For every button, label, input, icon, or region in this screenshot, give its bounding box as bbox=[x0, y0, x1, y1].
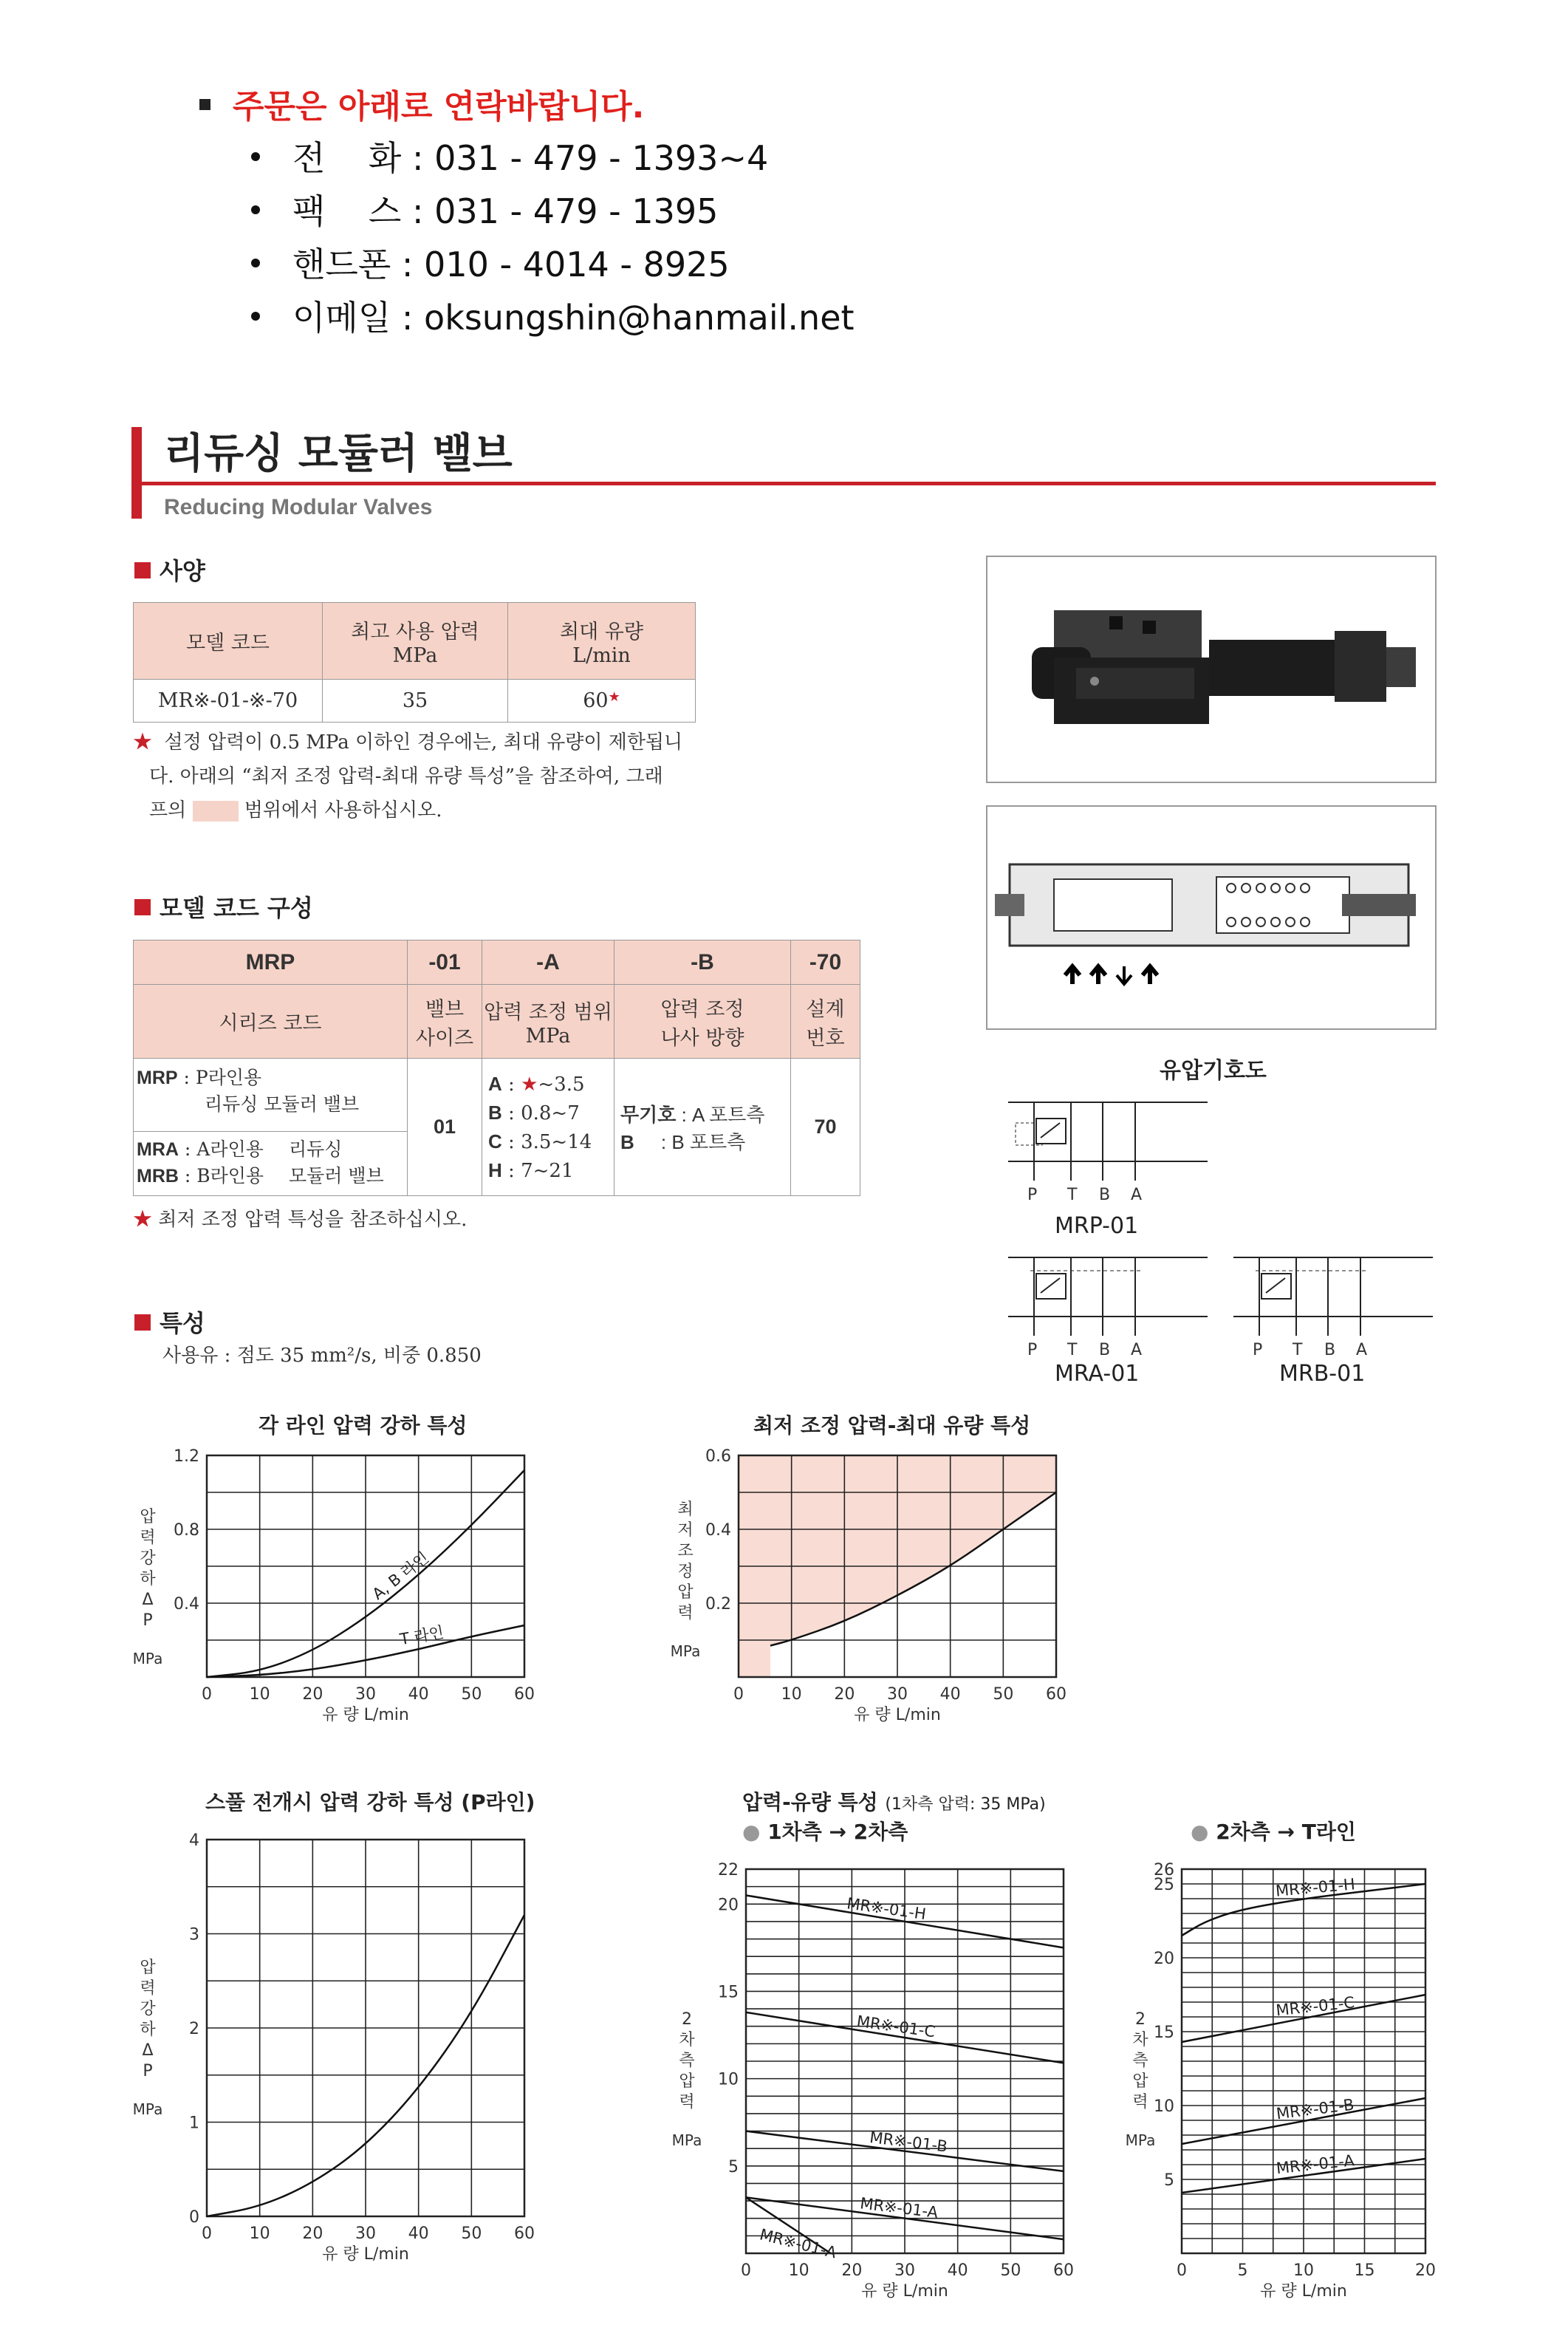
cross-section-illustration bbox=[987, 807, 1435, 1028]
svg-text:P: P bbox=[1253, 1341, 1263, 1359]
y-axis-title-char: 력 bbox=[679, 2093, 695, 2111]
svg-text:P: P bbox=[1027, 1186, 1038, 1204]
x-tick-label: 10 bbox=[249, 2224, 270, 2243]
series-label: MR※-01-A bbox=[758, 2225, 838, 2262]
chart-pressure-flow-2-t bbox=[1123, 1862, 1448, 2335]
x-tick-label: 50 bbox=[1000, 2261, 1021, 2280]
x-tick-label: 5 bbox=[1237, 2261, 1248, 2280]
star-icon: ★ bbox=[133, 731, 153, 754]
series-label: MR※-01-B bbox=[869, 2128, 949, 2156]
spec-cell-flow: 60★ bbox=[508, 680, 696, 723]
section-square-icon bbox=[134, 562, 151, 578]
spec-header-pressure: 최고 사용 압력 MPa bbox=[323, 603, 508, 680]
x-tick-label: 60 bbox=[514, 2224, 535, 2243]
y-tick-label: 22 bbox=[718, 1862, 739, 1879]
y-axis-unit: MPa bbox=[1125, 2131, 1156, 2149]
y-axis-title-char: Δ bbox=[142, 2041, 154, 2060]
y-axis-title-char: 압 bbox=[679, 2072, 695, 2091]
model-code-row: MRP -01 -A -B -70 bbox=[134, 940, 860, 985]
x-tick-label: 0 bbox=[202, 1685, 212, 1704]
y-axis-title-char: 압 bbox=[140, 1959, 156, 1977]
section-spec: 사양 bbox=[134, 553, 205, 587]
section-square-icon bbox=[134, 1314, 151, 1331]
svg-text:A: A bbox=[1356, 1341, 1368, 1359]
y-axis-title-char: P bbox=[143, 2062, 153, 2080]
y-axis-title-char: 압 bbox=[1132, 2072, 1148, 2091]
series-label: MR※-01-C bbox=[855, 2012, 937, 2041]
x-tick-label: 60 bbox=[1053, 2261, 1074, 2280]
valve-photo-illustration bbox=[987, 557, 1435, 782]
y-tick-label: 1.2 bbox=[174, 1448, 199, 1466]
y-axis-title-char: 저 bbox=[677, 1521, 694, 1540]
title-divider bbox=[142, 482, 1436, 485]
x-tick-label: 0 bbox=[1177, 2261, 1187, 2280]
x-tick-label: 20 bbox=[1415, 2261, 1436, 2280]
y-axis-title-char: 력 bbox=[677, 1604, 694, 1622]
contact-fax: 팩 스 : 031 - 479 - 1395 bbox=[251, 185, 718, 233]
y-axis-unit: MPa bbox=[670, 1642, 701, 1660]
chart-title-1: 각 라인 압력 강하 특성 bbox=[259, 1413, 468, 1438]
title-accent-bar bbox=[131, 427, 142, 519]
y-tick-label: 4 bbox=[189, 1832, 199, 1850]
bullet-dot-icon bbox=[251, 205, 260, 214]
section-model-code: 모델 코드 구성 bbox=[134, 889, 313, 923]
y-tick-label: 5 bbox=[728, 2157, 739, 2176]
star-icon: ★ bbox=[608, 689, 620, 705]
y-tick-label: 0.4 bbox=[705, 1521, 731, 1540]
chart-title-3: 스풀 전개시 압력 강하 특성 (P라인) bbox=[205, 1790, 535, 1814]
symbol-mrp bbox=[1001, 1101, 1215, 1204]
y-axis-title-char: 압 bbox=[140, 1508, 156, 1526]
y-axis-title-char: 압 bbox=[677, 1583, 694, 1602]
y-axis-title-char: 차 bbox=[1132, 2031, 1148, 2049]
series-label: MR※-01-A bbox=[1275, 2151, 1355, 2178]
series-label: T 라인 bbox=[398, 1623, 445, 1649]
y-tick-label: 15 bbox=[1154, 2024, 1174, 2042]
y-axis-title-char: 강 bbox=[140, 2000, 156, 2018]
x-axis-title: 유 량 L/min bbox=[1260, 2282, 1347, 2301]
y-tick-label: 20 bbox=[1154, 1950, 1174, 1968]
svg-text:T: T bbox=[1293, 1341, 1303, 1359]
valve-cross-section bbox=[986, 805, 1437, 1030]
y-tick-label: 10 bbox=[718, 2070, 739, 2089]
star-icon: ★ bbox=[133, 1209, 153, 1231]
spec-cell-model: MR※-01-※-70 bbox=[134, 680, 323, 723]
chart-panel-4: ● 1차측 → 2차측 bbox=[742, 1820, 908, 1844]
symbol-name-mrp: MRP-01 bbox=[1055, 1213, 1139, 1239]
svg-text:B: B bbox=[1324, 1341, 1336, 1359]
x-tick-label: 0 bbox=[202, 2224, 212, 2243]
x-tick-label: 10 bbox=[1293, 2261, 1314, 2280]
spec-header-flow: 최대 유량 L/min bbox=[508, 603, 696, 680]
legend-range-swatch bbox=[193, 801, 239, 822]
bullet-circle-icon: ● bbox=[1191, 1820, 1209, 1844]
bullet-dot-icon bbox=[251, 312, 260, 321]
y-axis-title-char: 측 bbox=[1132, 2052, 1148, 2070]
svg-text:B: B bbox=[1099, 1186, 1111, 1204]
spec-header-row bbox=[134, 603, 696, 680]
y-axis-title-char: 하 bbox=[140, 2021, 156, 2039]
model-label-row: 시리즈 코드 밸브 사이즈 압력 조정 범위 MPa 압력 조정 나사 방향 설계 번호 bbox=[134, 985, 860, 1059]
y-tick-label: 0 bbox=[189, 2208, 199, 2227]
x-tick-label: 30 bbox=[355, 1685, 376, 1704]
chart-min-pressure-max-flow bbox=[657, 1448, 1086, 1744]
y-tick-label: 5 bbox=[1164, 2171, 1174, 2190]
symbol-title: 유압기호도 bbox=[1160, 1058, 1267, 1084]
x-tick-label: 50 bbox=[461, 1685, 482, 1704]
chart-panel-5: ● 2차측 → T라인 bbox=[1191, 1820, 1356, 1844]
section-square-icon bbox=[134, 899, 151, 915]
svg-text:P: P bbox=[1027, 1341, 1038, 1359]
x-axis-title: 유 량 L/min bbox=[322, 1706, 409, 1724]
svg-text:T: T bbox=[1067, 1341, 1078, 1359]
symbol-name-mrb: MRB-01 bbox=[1279, 1361, 1366, 1387]
x-tick-label: 20 bbox=[302, 1685, 323, 1704]
y-tick-label: 0.6 bbox=[705, 1448, 731, 1466]
contact-email[interactable]: 이메일 : oksungshin@hanmail.net bbox=[251, 291, 855, 340]
x-tick-label: 60 bbox=[1046, 1685, 1067, 1704]
y-axis-title-char: 력 bbox=[140, 1979, 156, 1998]
order-contact-heading: 주문은 아래로 연락바랍니다. bbox=[199, 80, 644, 127]
x-tick-label: 20 bbox=[302, 2224, 323, 2243]
y-axis-title-char: 2 bbox=[682, 2010, 692, 2029]
series-label: MR※-01-A bbox=[859, 2194, 939, 2222]
x-tick-label: 0 bbox=[733, 1685, 744, 1704]
y-axis-title-char: 최 bbox=[677, 1500, 694, 1519]
symbol-name-mra: MRA-01 bbox=[1055, 1361, 1140, 1387]
y-axis-title-char: 강 bbox=[140, 1549, 156, 1568]
symbol-mra bbox=[1001, 1256, 1215, 1359]
y-axis-title-char: 력 bbox=[1132, 2093, 1148, 2111]
y-tick-label: 26 bbox=[1154, 1862, 1174, 1879]
y-axis-title-char: 정 bbox=[677, 1563, 694, 1581]
y-tick-label: 20 bbox=[718, 1896, 739, 1915]
x-tick-label: 40 bbox=[939, 1685, 961, 1704]
y-tick-label: 0.8 bbox=[174, 1521, 199, 1540]
series-label: MR※-01-B bbox=[1275, 2095, 1355, 2123]
x-tick-label: 20 bbox=[841, 2261, 863, 2280]
y-tick-label: 2 bbox=[189, 2020, 199, 2038]
y-tick-label: 15 bbox=[718, 1983, 739, 2002]
bullet-dot-icon bbox=[251, 259, 260, 267]
x-tick-label: 40 bbox=[408, 2224, 429, 2243]
x-tick-label: 60 bbox=[514, 1685, 535, 1704]
svg-text:A: A bbox=[1131, 1186, 1143, 1204]
chart-spool-pressure-drop bbox=[126, 1832, 554, 2275]
x-tick-label: 50 bbox=[993, 1685, 1014, 1704]
section-characteristics: 특성 bbox=[134, 1305, 205, 1339]
svg-text:A: A bbox=[1131, 1341, 1143, 1359]
svg-text:T: T bbox=[1067, 1186, 1078, 1204]
y-axis-title-char: 력 bbox=[140, 1529, 156, 1547]
oil-condition: 사용유 : 점도 35 mm²/s, 비중 0.850 bbox=[162, 1345, 482, 1367]
contact-phone: 전 화 : 031 - 479 - 1393~4 bbox=[251, 132, 768, 180]
x-axis-title: 유 량 L/min bbox=[861, 2282, 948, 2301]
x-tick-label: 40 bbox=[947, 2261, 968, 2280]
chart-title-2: 최저 조정 압력-최대 유량 특성 bbox=[753, 1413, 1031, 1438]
contact-mobile: 핸드폰 : 010 - 4014 - 8925 bbox=[251, 238, 730, 287]
x-axis-title: 유 량 L/min bbox=[322, 2245, 409, 2264]
spec-header-model: 모델 코드 bbox=[134, 603, 323, 680]
model-code-table bbox=[133, 940, 860, 1196]
x-tick-label: 40 bbox=[408, 1685, 429, 1704]
chart-line-pressure-drop bbox=[126, 1448, 554, 1744]
x-tick-label: 10 bbox=[788, 2261, 809, 2280]
series-label: MR※-01-C bbox=[1275, 1993, 1356, 2020]
x-axis-title: 유 량 L/min bbox=[854, 1706, 941, 1724]
x-tick-label: 0 bbox=[741, 2261, 751, 2280]
x-tick-label: 30 bbox=[355, 2224, 376, 2243]
spec-row bbox=[134, 680, 696, 723]
x-tick-label: 10 bbox=[781, 1685, 802, 1704]
y-tick-label: 3 bbox=[189, 1925, 199, 1944]
series-label: A, B 라인 bbox=[369, 1548, 432, 1604]
x-tick-label: 20 bbox=[834, 1685, 855, 1704]
bullet-square-icon bbox=[199, 99, 210, 110]
symbol-mrb bbox=[1226, 1256, 1440, 1359]
x-tick-label: 30 bbox=[894, 2261, 915, 2280]
product-photo bbox=[986, 556, 1437, 783]
y-axis-title-char: P bbox=[143, 1611, 153, 1630]
model-value-row: MRP : P라인용 리듀싱 모듈러 밸브 MRA : A라인용 MRB : B라인용 리듀싱 모듈러 밸브 01 A : ★~3.5 B : 0.8~7 C : 3.5~14 H : 7~21 무기호 : A 포트측 B : B 포트측 70 bbox=[134, 1059, 860, 1196]
y-axis-title-char: 2 bbox=[1135, 2010, 1146, 2029]
y-axis-title-char: 하 bbox=[140, 1570, 156, 1588]
y-tick-label: 10 bbox=[1154, 2097, 1174, 2116]
y-axis-title-char: 차 bbox=[679, 2031, 695, 2049]
y-tick-label: 25 bbox=[1154, 1876, 1174, 1894]
y-axis-title-char: 측 bbox=[679, 2052, 695, 2070]
y-tick-label: 1 bbox=[189, 2114, 199, 2133]
y-axis-unit: MPa bbox=[132, 1650, 163, 1667]
model-note: ★ 최저 조정 압력 특성을 참조하십시오. bbox=[133, 1209, 468, 1231]
y-axis-title-char: 조 bbox=[677, 1542, 694, 1560]
series-label: MR※-01-H bbox=[1275, 1875, 1356, 1900]
spec-cell-pressure: 35 bbox=[323, 680, 508, 723]
y-tick-label: 0.4 bbox=[174, 1595, 199, 1614]
bullet-circle-icon: ● bbox=[742, 1820, 761, 1844]
y-axis-title-char: Δ bbox=[142, 1591, 154, 1609]
y-tick-label: 0.2 bbox=[705, 1595, 731, 1614]
bullet-dot-icon bbox=[251, 152, 260, 161]
spec-table bbox=[133, 602, 696, 723]
x-tick-label: 50 bbox=[461, 2224, 482, 2243]
spec-note: ★ 설정 압력이 0.5 MPa 이하인 경우에는, 최대 유량이 제한됩니 다. 아래의 “최저 조정 압력-최대 유량 특성”을 참조하여, 그래 프의 범위에서 사용하십시오. bbox=[133, 731, 683, 822]
svg-text:B: B bbox=[1099, 1341, 1111, 1359]
x-tick-label: 30 bbox=[887, 1685, 908, 1704]
page-subtitle: Reducing Modular Valves bbox=[164, 495, 433, 519]
y-axis-unit: MPa bbox=[671, 2131, 702, 2149]
x-tick-label: 10 bbox=[249, 1685, 270, 1704]
x-tick-label: 15 bbox=[1354, 2261, 1375, 2280]
chart-title-4: 압력-유량 특성 (1차측 압력: 35 MPa) bbox=[742, 1790, 1046, 1814]
series-label: MR※-01-H bbox=[846, 1894, 928, 1924]
chart-pressure-flow-1-2 bbox=[665, 1862, 1093, 2335]
y-axis-unit: MPa bbox=[132, 2100, 163, 2118]
page-title: 리듀싱 모듈러 밸브 bbox=[164, 430, 513, 478]
